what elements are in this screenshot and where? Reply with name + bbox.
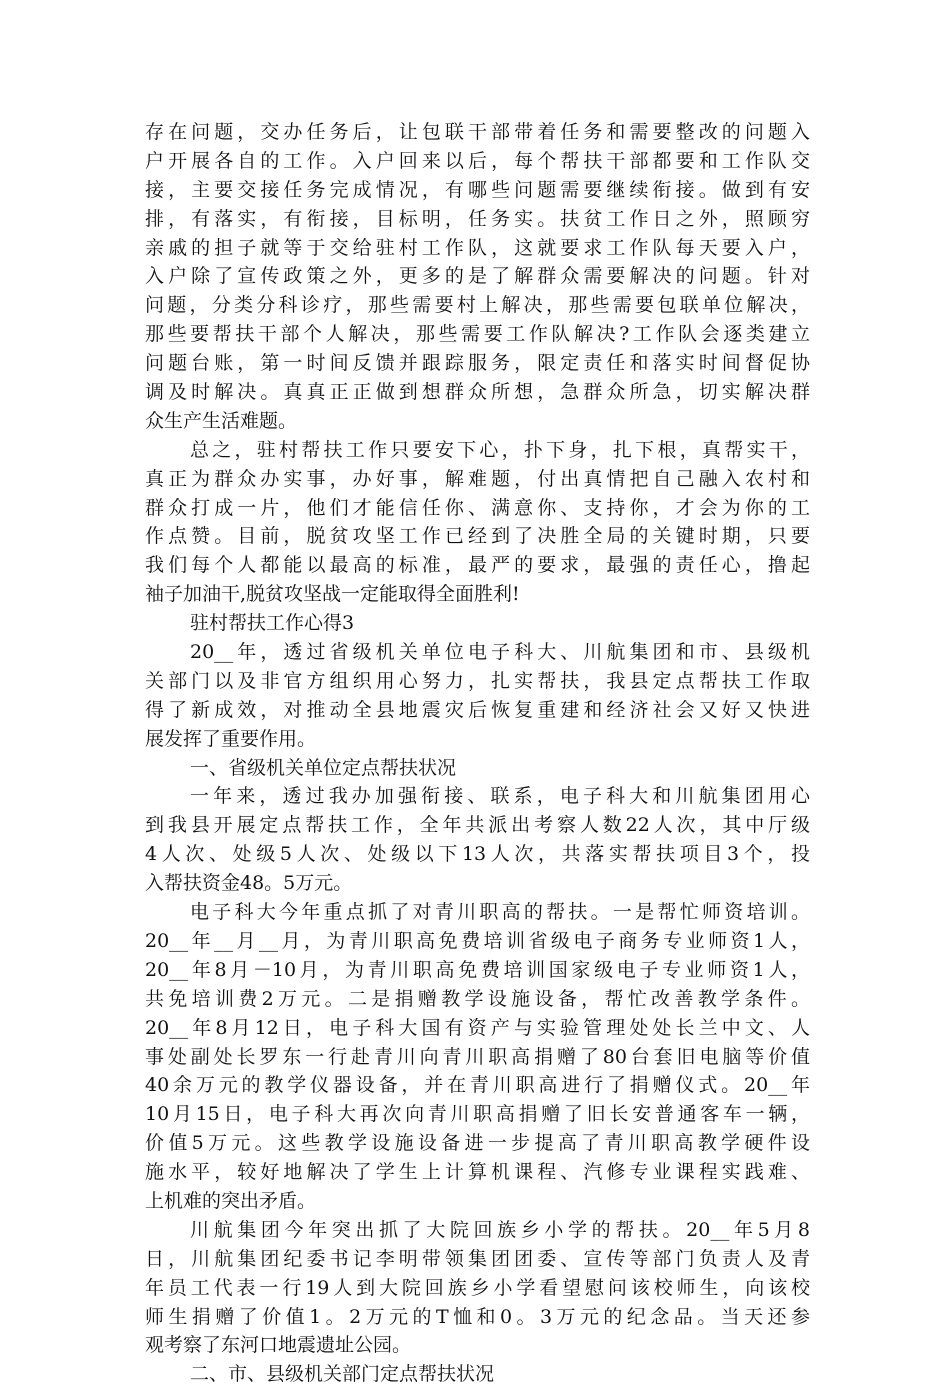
- text-line: 施水平，较好地解决了学生上计算机课程、汽修专业课程实践难、: [145, 1161, 810, 1184]
- text-line: 上机难的突出矛盾。: [145, 1189, 317, 1212]
- text-line: 存在问题，交办任务后，让包联干部带着任务和需要整改的问题入: [145, 121, 810, 143]
- text-line: 问题台账，第一时间反馈并跟踪服务，限定责任和落实时间督促协: [145, 352, 810, 375]
- text-line: 展发挥了重要作用。: [145, 727, 317, 750]
- text-line: 调及时解决。真真正正做到想群众所想，急群众所急，切实解决群: [145, 381, 810, 404]
- text-line: 4人次、处级5人次、处级以下13人次，共落实帮扶项目3个，投: [145, 843, 810, 866]
- text-line: 驻村帮扶工作心得3: [190, 612, 355, 635]
- text-line: 我们每个人都能以最高的标准，最严的要求，最强的责任心，撸起: [145, 554, 810, 577]
- text-line: 入户除了宣传政策之外，更多的是了解群众需要解决的问题。针对: [145, 265, 810, 288]
- text-line: 20__年8月－10月，为青川职高免费培训国家级电子专业师资1人，: [145, 958, 810, 981]
- text-line: 户开展各自的工作。入户回来以后，每个帮扶干部都要和工作队交: [145, 149, 810, 172]
- text-line: 排，有落实，有衔接，目标明，任务实。扶贫工作日之外，照顾穷: [145, 207, 810, 230]
- text-line: 电子科大今年重点抓了对青川职高的帮扶。一是帮忙师资培训。: [190, 901, 810, 924]
- document-page: [145, 118, 810, 1389]
- text-line: 亲戚的担子就等于交给驻村工作队，这就要求工作队每天要入户，: [145, 236, 810, 259]
- text-line: 价值5万元。这些教学设施设备进一步提高了青川职高教学硬件设: [145, 1132, 810, 1155]
- text-line: 40余万元的教学仪器设备，并在青川职高进行了捐赠仪式。20__年: [145, 1074, 810, 1097]
- text-line: 共免培训费2万元。二是捐赠教学设施设备，帮忙改善教学条件。: [145, 987, 810, 1010]
- text-line: 关部门以及非官方组织用心努力，扎实帮扶，我县定点帮扶工作取: [145, 669, 810, 692]
- text-line: 20__年8月12日，电子科大国有资产与实验管理处处长兰中文、人: [145, 1016, 810, 1039]
- text-line: 日，川航集团纪委书记李明带领集团团委、宣传等部门负责人及青: [145, 1247, 810, 1270]
- text-line: 事处副处长罗东一行赴青川向青川职高捐赠了80台套旧电脑等价值: [145, 1045, 810, 1068]
- text-line: 师生捐赠了价值1。2万元的T恤和0。3万元的纪念品。当天还参: [145, 1305, 810, 1328]
- text-line: 那些要帮扶干部个人解决，那些需要工作队解决?工作队会逐类建立: [145, 323, 810, 346]
- text-line: 20__年，透过省级机关单位电子科大、川航集团和市、县级机: [190, 641, 810, 664]
- text-line: 二、市、县级机关部门定点帮扶状况: [190, 1363, 495, 1386]
- text-line: 作点赞。目前，脱贫攻坚工作已经到了决胜全局的关键时期，只要: [145, 525, 810, 548]
- text-line: 问题，分类分科诊疗，那些需要村上解决，那些需要包联单位解决，: [145, 294, 810, 317]
- text-line: 众生产生活难题。: [145, 409, 298, 432]
- text-line: 群众打成一片，他们才能信任你、满意你、支持你，才会为你的工: [145, 496, 810, 519]
- text-line: 一、省级机关单位定点帮扶状况: [190, 756, 457, 779]
- text-line: 20__年__月__月，为青川职高免费培训省级电子商务专业师资1人，: [145, 929, 810, 952]
- text-line: 入帮扶资金48。5万元。: [145, 872, 353, 895]
- text-line: 得了新成效，对推动全县地震灾后恢复重建和经济社会又好又快进: [145, 698, 810, 721]
- text-line: 到我县开展定点帮扶工作，全年共派出考察人数22人次，其中厅级: [145, 814, 810, 837]
- text-line: 10月15日，电子科大再次向青川职高捐赠了旧长安普通客车一辆，: [145, 1103, 810, 1126]
- text-line: 一年来，透过我办加强衔接、联系，电子科大和川航集团用心: [190, 785, 810, 808]
- text-line: 真正为群众办实事，办好事，解难题，付出真情把自己融入农村和: [145, 467, 810, 490]
- text-line: 接，主要交接任务完成情况，有哪些问题需要继续衔接。做到有安: [145, 178, 810, 201]
- text-line: 观考察了东河口地震遗址公园。: [145, 1334, 412, 1357]
- text-line: 总之，驻村帮扶工作只要安下心，扑下身，扎下根，真帮实干，: [190, 438, 810, 461]
- text-line: 年员工代表一行19人到大院回族乡小学看望慰问该校师生，向该校: [145, 1276, 810, 1299]
- text-line: 袖子加油干,脱贫攻坚战一定能取得全面胜利!: [145, 583, 520, 606]
- text-line: 川航集团今年突出抓了大院回族乡小学的帮扶。20__年5月8: [190, 1218, 810, 1241]
